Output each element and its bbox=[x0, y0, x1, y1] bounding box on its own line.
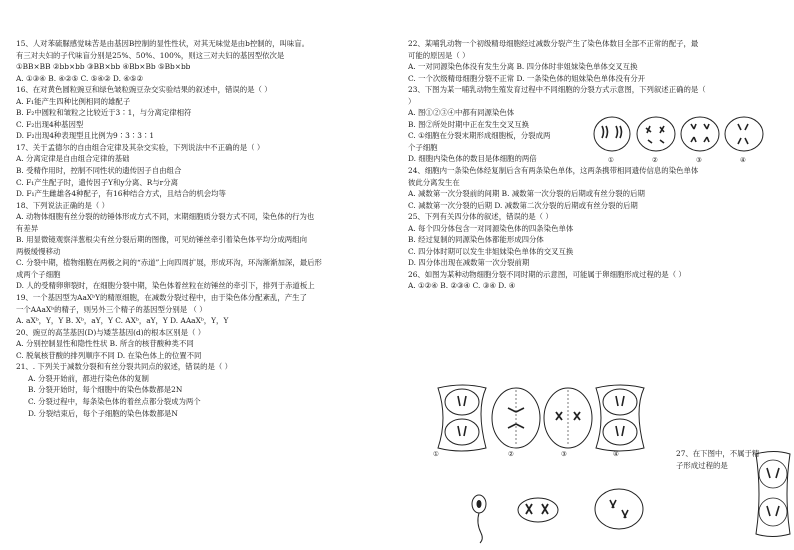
q23-cell-2 bbox=[637, 117, 675, 151]
left-line: C. 脱氧核苷酸的排列顺序不同 D. 在染色体上的位置不同 bbox=[16, 350, 202, 360]
left-line: 17、关于孟德尔的自由组合定律及其杂交实验，下列说法中不正确的是（ ） bbox=[16, 142, 265, 152]
right-line: C. ①细胞在分裂末期形成细胞板，分裂成两 bbox=[408, 131, 551, 141]
q26-label-3: ③ bbox=[561, 450, 567, 458]
left-line: ①BB×BB ②bb×bb ③BB×bb ④Bb×Bb ⑤Bb×bb bbox=[16, 62, 191, 72]
q26-cell-2 bbox=[492, 388, 540, 448]
right-line: A. 图①②③④中都有同源染色体 bbox=[408, 108, 515, 118]
left-line: 16、在对黄色圆粒豌豆和绿色皱粒豌豆杂交实验结果的叙述中，错误的是（ ） bbox=[16, 85, 272, 95]
left-line: 15、人对苯硫脲感觉味苦是由基因B控制的显性性状，对其无味觉是由b控制的，叫味盲。 bbox=[16, 39, 310, 48]
left-line: A. 分裂开始前，都进行染色体的复制 bbox=[28, 373, 149, 383]
right-line: 26、如图为某种动物细胞分裂不同时期的示意图，可能属于卵细胞形成过程的是（ ） bbox=[408, 269, 686, 279]
left-line: A. 分别控制显性和隐性性状 B. 所含的核苷酸种类不同 bbox=[16, 339, 194, 349]
right-line: ） bbox=[408, 96, 416, 106]
right-line: A. ①②④ B. ②③④ C. ③④ D. ④ bbox=[408, 281, 516, 291]
q23-label-1: ① bbox=[608, 156, 614, 164]
q27-question bbox=[676, 448, 759, 471]
q26-cell-3 bbox=[544, 388, 592, 448]
left-line: C. F₂出现4种基因型 bbox=[16, 119, 84, 129]
right-line: 22、某哺乳动物一个初级精母细胞经过减数分裂产生了染色体数目全部不正常的配子，最 bbox=[408, 39, 699, 48]
q23-cell-figure bbox=[590, 112, 770, 168]
q27-chromosome-figure bbox=[516, 496, 560, 524]
right-line: D. 细胞内染色体的数目是体细胞的两倍 bbox=[408, 154, 537, 164]
q27-line-2: 子形成过程的是 bbox=[676, 460, 728, 470]
left-line: B. F₂中圆粒和皱粒之比较近于3∶1，与分离定律相符 bbox=[16, 108, 192, 118]
left-line: C. 分裂中期，植物细胞在两极之间的“赤道”上向四周扩展，形成环沟，环沟渐渐加深，最后形 bbox=[16, 258, 322, 268]
left-line: D. 人的受精卵卵裂时，在细胞分裂中期，染色体着丝粒在纺锤丝的牵引下，排列于赤道板上 bbox=[16, 281, 315, 291]
q23-label-3: ③ bbox=[696, 156, 702, 164]
q23-cell-1 bbox=[594, 117, 630, 151]
right-line: B. 经过复制的同源染色体都能形成四分体 bbox=[408, 235, 544, 245]
right-line: 23、下图为某一哺乳动物生殖发育过程中不同细胞的分裂方式示意图，下列叙述正确的是（ bbox=[408, 85, 706, 95]
left-line: 一个AAaXᵇ的精子，则另外三个精子的基因型分别是 （ ） bbox=[16, 304, 207, 314]
left-line: B. 受精作用时，控制不同性状的遗传因子自由组合 bbox=[16, 166, 182, 176]
left-line: 有三对夫妇的子代味盲分别是25%、50%、100%，则这三对夫妇的基因型依次是 bbox=[16, 50, 285, 60]
left-line: B. 分裂开始时，每个细胞中的染色体数都是2N bbox=[28, 385, 183, 395]
left-line: A. aXᵇ，Y，Y B. Xᵇ，aY，Y C. AXᵇ，aY，Y D. AAaXᵇ，Y，Y bbox=[16, 316, 229, 326]
left-line: 19、一个基因型为AaXᵇY的精原细胞，在减数分裂过程中，由于染色体分配紊乱，产生了 bbox=[16, 293, 307, 303]
q27-line-1: 27、在下图中，不属于精 bbox=[676, 449, 760, 458]
left-line: D. F₂出现4种表现型且比例为9∶3∶3∶1 bbox=[16, 131, 155, 141]
q23-label-4: ④ bbox=[740, 156, 746, 164]
right-line: A. 每个四分体包含一对同源染色体的四条染色单体 bbox=[408, 223, 574, 233]
left-line: A. 分离定律是自由组合定律的基础 bbox=[16, 154, 130, 164]
left-line: D. F₁产生雌雄各4种配子，有16种结合方式，且结合的机会均等 bbox=[16, 189, 226, 199]
q26-cell-figure bbox=[428, 380, 658, 460]
q23-cell-4 bbox=[725, 117, 763, 151]
q26-cell-1 bbox=[438, 385, 486, 451]
right-line: C. 减数第一次分裂的后期 D. 减数第二次分裂的后期或有丝分裂的后期 bbox=[408, 200, 638, 210]
left-line: A. 动物体细胞有丝分裂的纺锤体形成方式不同，末期细胞质分裂方式不同，染色体的行为也 bbox=[16, 212, 315, 222]
q26-cell-4 bbox=[596, 385, 644, 451]
right-line: 可能的原因是（ ） bbox=[408, 50, 470, 60]
right-line: D. 四分体出现在减数第一次分裂前期 bbox=[408, 258, 530, 268]
left-line: 成两个子细胞 bbox=[16, 269, 61, 279]
left-column bbox=[16, 38, 391, 419]
q27-cell-figure bbox=[752, 450, 794, 538]
left-line: D. 分裂结束后，每个子细胞的染色体数都是N bbox=[28, 408, 178, 418]
left-line: 20、豌豆的高茎基因(D)与矮茎基因(d)的根本区别是（ ） bbox=[16, 327, 206, 337]
left-line: 两极缓慢移动 bbox=[16, 246, 61, 256]
right-line: 25、下列有关四分体的叙述，错误的是（ ） bbox=[408, 212, 553, 222]
left-line: A. F₁能产生四种比例相同的雄配子 bbox=[16, 96, 131, 106]
q27-cell-small-figure bbox=[592, 486, 646, 532]
left-line: 有差异 bbox=[16, 223, 39, 233]
right-line: 彼此分离发生在 bbox=[408, 177, 460, 187]
right-line: 个子细胞 bbox=[408, 142, 438, 152]
left-line: 18、下列说法正确的是（ ） bbox=[16, 200, 110, 210]
left-line: B. 用显微镜观察洋葱根尖有丝分裂后期的图像，可见纺锤丝牵引着染色体平均分成两组向 bbox=[16, 235, 307, 245]
left-line: A. ①③④ B. ④②⑤ C. ⑤④② D. ④⑤② bbox=[16, 73, 144, 83]
left-line: C. F₁产生配子时，遗传因子Y和y分离、R与r分离 bbox=[16, 177, 178, 187]
q26-label-1: ① bbox=[433, 450, 439, 458]
left-line: 21、. 下列关于减数分裂和有丝分裂共同点的叙述，错误的是（ ） bbox=[16, 362, 233, 372]
right-line: C. 一个次级精母细胞分裂不正常 D. 一条染色体的姐妹染色单体没有分开 bbox=[408, 73, 646, 83]
q26-label-2: ② bbox=[508, 450, 514, 458]
right-line: A. 一对同源染色体没有发生分离 B. 四分体时非姐妹染色单体交叉互换 bbox=[408, 62, 638, 72]
q26-label-4: ④ bbox=[613, 450, 619, 458]
q23-label-2: ② bbox=[652, 156, 658, 164]
right-line: 24、细胞内一条染色体经复制后含有两条染色单体，这两条携带相同遗传信息的染色单体 bbox=[408, 166, 699, 176]
right-line: C. 四分体时期可以发生非姐妹染色单体的交叉互换 bbox=[408, 246, 574, 256]
right-line: A. 减数第一次分裂前的间期 B. 减数第一次分裂的后期或有丝分裂的后期 bbox=[408, 189, 645, 199]
right-line: B. 图②所处时期中正在发生交叉互换 bbox=[408, 119, 529, 129]
q23-cell-3 bbox=[681, 117, 719, 151]
q27-sperm-figure bbox=[466, 494, 492, 544]
left-line: C. 分裂过程中，每条染色体的着丝点都分裂成为两个 bbox=[28, 396, 201, 406]
